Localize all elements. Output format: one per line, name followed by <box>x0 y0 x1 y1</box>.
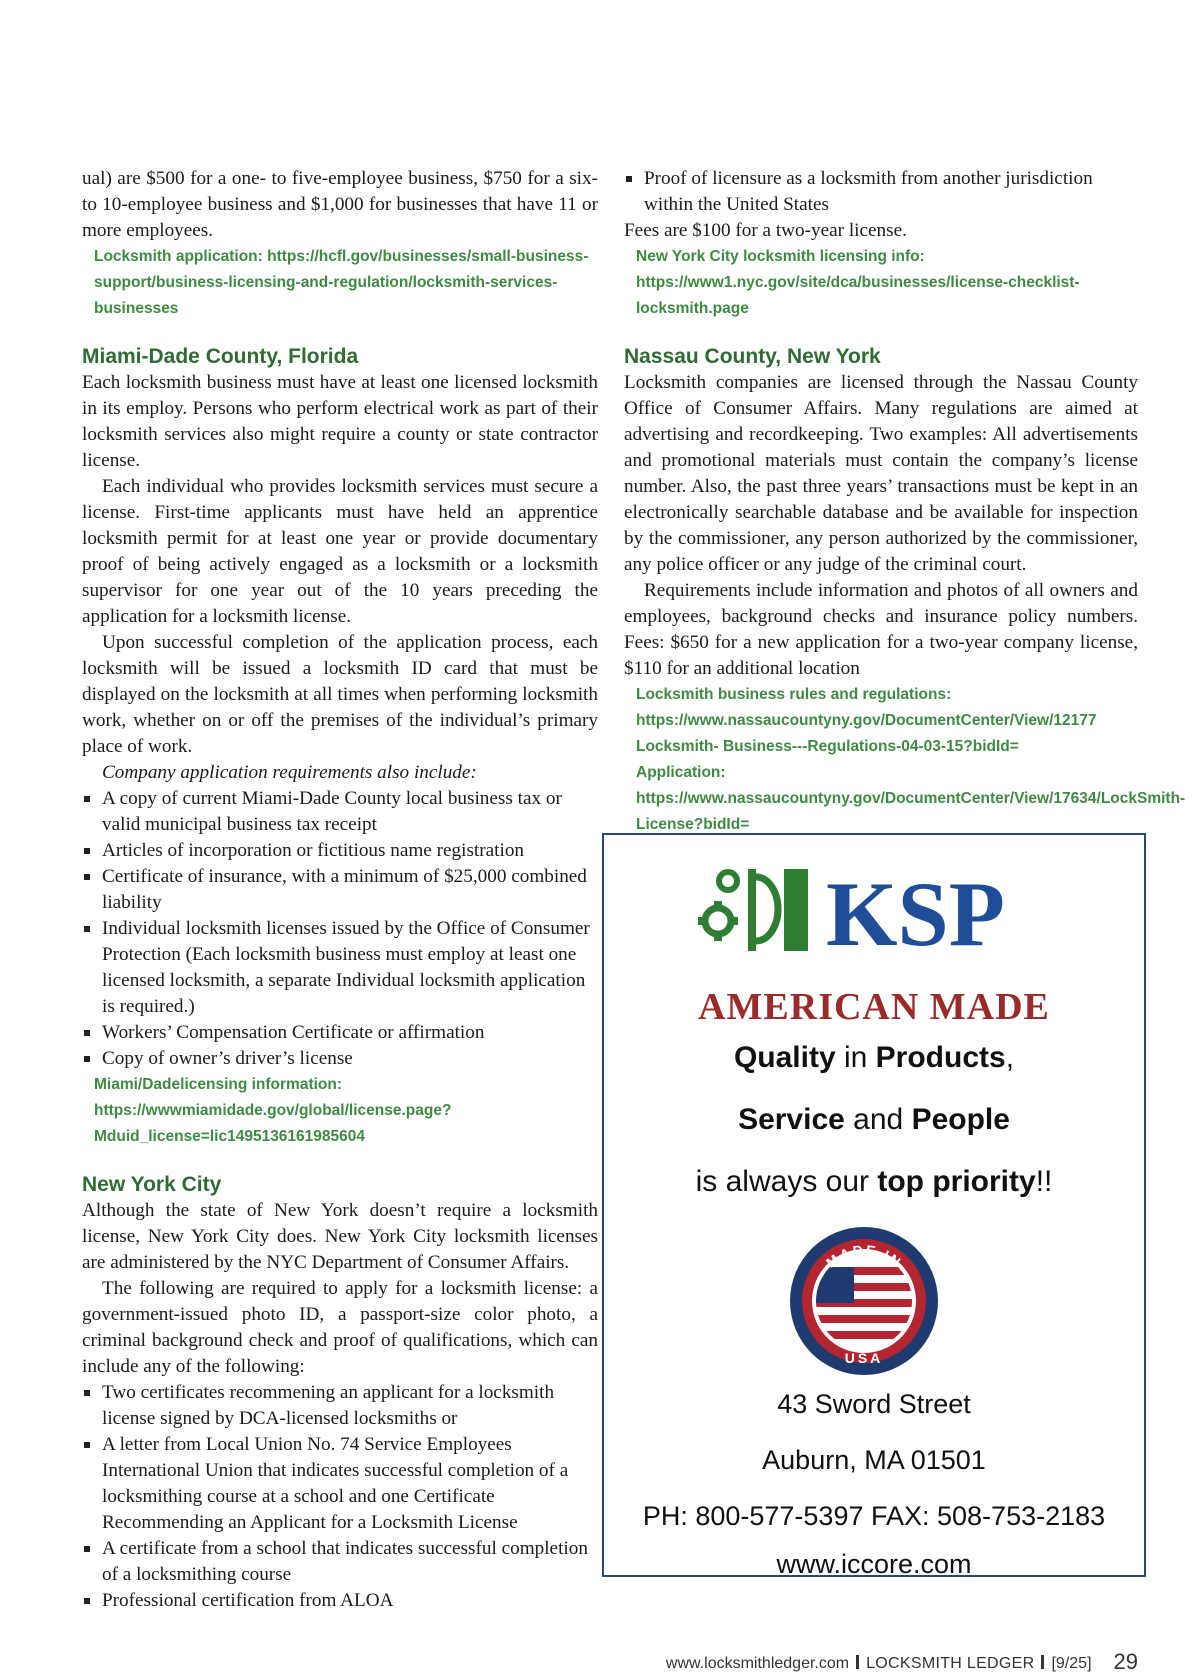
address-line-2: Auburn, MA 01501 <box>762 1445 986 1475</box>
nassau-paragraph-1: Locksmith companies are licensed through the Nassau County Office of Consumer Affairs. Many regulations are aimed at advertising and recordkeeping. Two examples: All advertisements and promotional materials must contain the company’s license number. Also, the past three years’ transactions must be kept in an electronically searchable database and be available for inspection by the commissioner, any person authorized by the commissioner, any police officer or any judge of the criminal court. <box>624 372 1138 575</box>
list-item: Articles of incorporation or fictitious name registration <box>82 838 598 864</box>
miami-requirements-intro: Company application requirements also include: <box>102 762 477 783</box>
list-item: Copy of owner’s driver’s license <box>82 1046 598 1072</box>
page-footer <box>666 1649 1138 1675</box>
list-item: A copy of current Miami-Dade County local business tax or valid municipal business tax receipt <box>82 786 598 838</box>
list-item: Two certificates recommening an applicant for a locksmith license signed by DCA-licensed locksmiths or <box>82 1380 598 1432</box>
badge-top-text: MADE IN <box>822 1241 906 1271</box>
ad-website[interactable]: www.iccore.com <box>776 1549 972 1579</box>
address-line-1: 43 Sword Street <box>777 1389 971 1419</box>
gear-icon <box>698 872 738 941</box>
ksp-advertisement <box>602 833 1146 1577</box>
list-item: Proof of licensure as a locksmith from another jurisdiction within the United States <box>624 166 1138 218</box>
nassau-heading: Nassau County, New York <box>624 345 881 368</box>
nyc-fees: Fees are $100 for a two-year license. <box>624 220 907 241</box>
nyc-paragraph-1: Although the state of New York doesn’t require a locksmith license, New York City does. New York City locksmith licenses are administered by the NYC Department of Consumer Affairs. <box>82 1200 598 1273</box>
slogan-line-2: Service and People <box>738 1103 1010 1136</box>
miami-paragraph-3: Upon successful completion of the application process, each locksmith will be issued a locksmith ID card that must be displayed on the locksmith at all times when performing locksmith work, whether on or off the premises of the individual’s primary place of work. <box>82 632 598 757</box>
footer-magazine: LOCKSMITH LEDGER <box>866 1655 1035 1672</box>
badge-bottom-text: USA <box>844 1350 884 1366</box>
footer-site[interactable]: www.locksmithledger.com <box>665 1655 850 1672</box>
miami-paragraph-2: Each individual who provides locksmith services must secure a license. First-time applicants must have held an apprentice locksmith permit for at least one year or provide documentary proof of being actively engaged as a locksmith or a locksmith supervisor for one year out of the 10 years preceding the application for a locksmith license. <box>82 476 598 627</box>
nassau-rules-link[interactable]: Locksmith business rules and regulations: https://www.nassaucountyny.gov/DocumentCenter/View/12177 Locksmith- Business---Regulations-04-03-15?bidId= <box>636 686 1097 755</box>
hcfl-link[interactable]: Locksmith application: https://hcfl.gov/businesses/small-business-support/business-licensing-and-regulation/locksmith-services-businesses <box>94 248 589 317</box>
miami-paragraph-1: Each locksmith business must have at least one licensed locksmith in its employ. Persons who perform electrical work as part of their locksmith services also might require a county or state contractor license. <box>82 372 598 471</box>
key-cylinder-icon <box>748 869 808 951</box>
page-number: 29 <box>1113 1649 1138 1674</box>
made-in-usa-badge <box>786 1223 942 1379</box>
phone-fax: PH: 800-577-5397 FAX: 508-753-2183 <box>642 1501 1106 1531</box>
nyc-qualifications-list <box>82 1380 598 1614</box>
right-column <box>624 166 1186 838</box>
miami-requirements-list <box>82 786 598 1072</box>
american-flag-icon <box>808 1267 920 1339</box>
list-item: A certificate from a school that indicates successful completion of a locksmithing course <box>82 1536 598 1588</box>
miami-dade-heading: Miami-Dade County, Florida <box>82 345 359 368</box>
ksp-logo-text: KSP <box>826 863 1005 959</box>
miami-dade-link[interactable]: Miami/Dadelicensing information: https://wwwmiamidade.gov/global/license.page? Mduid_license=lic1495136161985604 <box>94 1076 452 1145</box>
nyc-qualifications-list-continued <box>624 166 1138 218</box>
intro-paragraph: ual) are $500 for a one- to five-employee business, $750 for a six- to 10-employee business and $1,000 for businesses that have 11 or more employees. <box>82 168 598 241</box>
footer-issue: [9/25] <box>1051 1655 1092 1672</box>
nassau-paragraph-2: Requirements include information and photos of all owners and employees, background checks and insurance policy numbers. Fees: $650 for a new application for a two-year company license, $110 for an additional location <box>624 580 1138 679</box>
list-item: A letter from Local Union No. 74 Service Employees International Union that indicates successful completion of a locksmithing course at a school and one Certificate Recommending an Applicant for a Locksmith License <box>82 1432 598 1536</box>
american-made-tagline: AMERICAN MADE <box>698 986 1050 1028</box>
nyc-link[interactable]: New York City locksmith licensing info: https://www1.nyc.gov/site/dca/businesses/license-checklist-locksmith.page <box>636 248 1080 317</box>
nassau-application-link[interactable]: Application: https://www.nassaucountyny.gov/DocumentCenter/View/17634/LockSmith-License?bidId= <box>636 764 1186 833</box>
list-item: Professional certification from ALOA <box>82 1588 598 1614</box>
list-item: Individual locksmith licenses issued by the Office of Consumer Protection (Each locksmith business must employ at least one licensed locksmith, a separate Individual locksmith application is required.) <box>82 916 598 1020</box>
list-item: Certificate of insurance, with a minimum of $25,000 combined liability <box>82 864 598 916</box>
left-column <box>82 166 598 1614</box>
slogan-line-1: Quality in Products, <box>733 1041 1015 1074</box>
nyc-paragraph-2: The following are required to apply for a locksmith license: a government-issued photo ID, a passport-size color photo, a criminal background check and proof of qualifications, which can include any of the following: <box>82 1278 598 1377</box>
nyc-heading: New York City <box>82 1173 222 1196</box>
ksp-logo <box>696 859 1056 959</box>
list-item: Workers’ Compensation Certificate or affirmation <box>82 1020 598 1046</box>
slogan-line-3: is always our top priority!! <box>695 1165 1053 1198</box>
